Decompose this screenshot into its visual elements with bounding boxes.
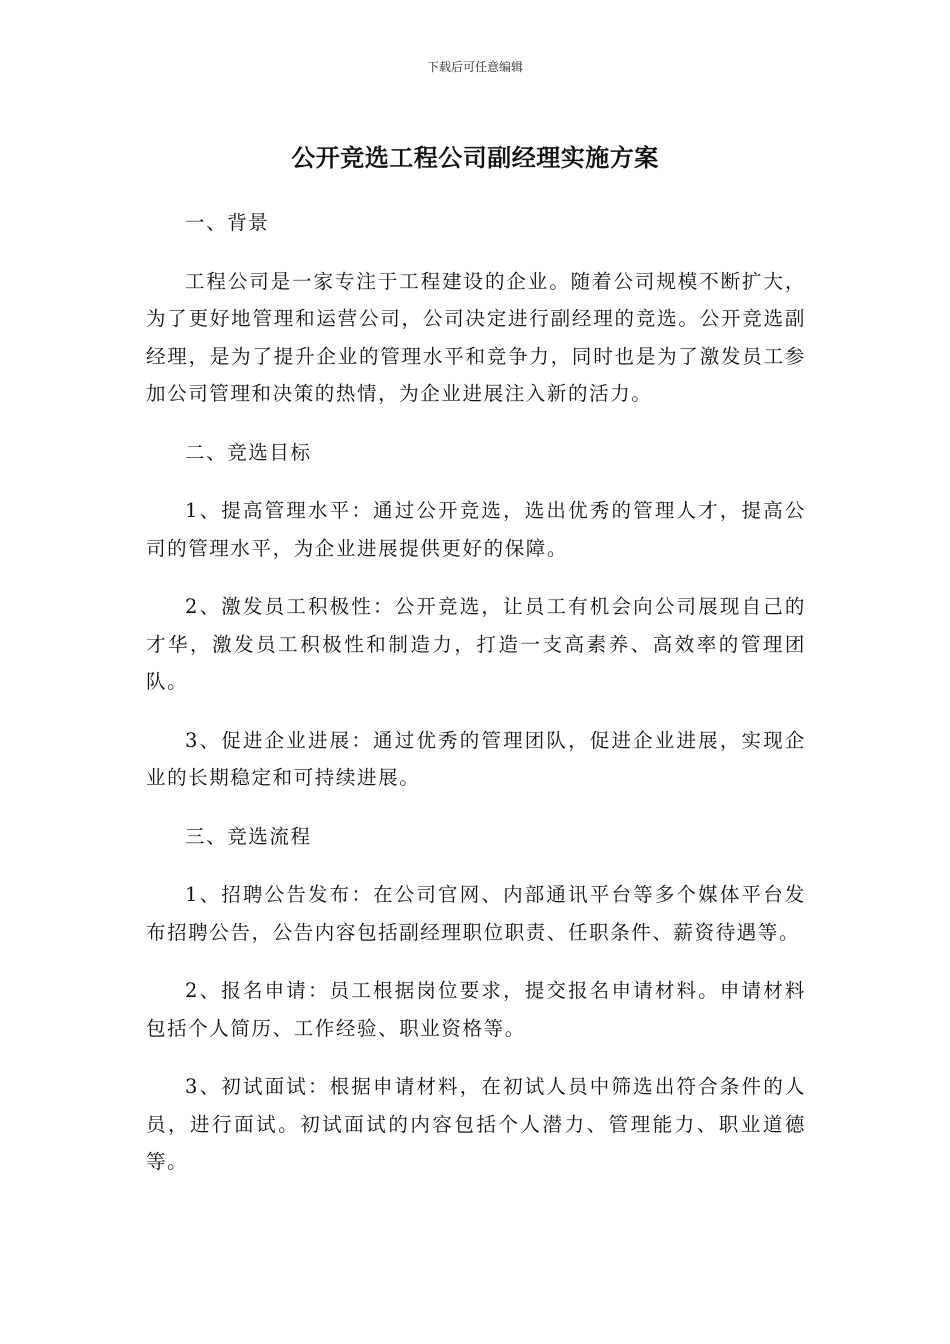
document-body — [146, 204, 806, 1181]
paragraph-process-3: 3、初试面试：根据申请材料，在初试人员中筛选出符合条件的人员，进行面试。初试面试的内容包括个人潜力、管理能力、职业道德等。 — [146, 1075, 806, 1173]
paragraph-goal-1: 1、提高管理水平：通过公开竞选，选出优秀的管理人才，提高公司的管理水平，为企业进展提供更好的保障。 — [146, 499, 806, 560]
paragraph-goal-3: 3、促进企业进展：通过优秀的管理团队，促进企业进展，实现企业的长期稳定和可持续进展。 — [146, 728, 806, 789]
paragraph-goal-2: 2、激发员工积极性：公开竞选，让员工有机会向公司展现自己的才华，激发员工积极性和制造力，打造一支高素养、高效率的管理团队。 — [146, 595, 806, 693]
section-heading-process: 三、竞选流程 — [185, 824, 312, 848]
paragraph-process-1: 1、招聘公告发布：在公司官网、内部通讯平台等多个媒体平台发布招聘公告，公告内容包括副经理职位职责、任职条件、薪资待遇等。 — [146, 883, 806, 944]
header-note: 下载后可任意编辑 — [426, 60, 523, 74]
section-heading-goals: 二、竞选目标 — [185, 440, 312, 464]
paragraph-process-2: 2、报名申请：员工根据岗位要求，提交报名申请材料。申请材料包括个人简历、工作经验、职业资格等。 — [146, 979, 806, 1040]
section-heading-background: 一、背景 — [185, 211, 270, 234]
document-title: 公开竞选工程公司副经理实施方案 — [291, 144, 659, 172]
paragraph-background: 工程公司是一家专注于工程建设的企业。随着公司规模不断扩大，为了更好地管理和运营公司，公司决定进行副经理的竞选。公开竞选副经理，是为了提升企业的管理水平和竞争力，同时也是为了激发员工参加公司管理和决策的热情，为企业进展注入新的活力。 — [146, 269, 806, 405]
